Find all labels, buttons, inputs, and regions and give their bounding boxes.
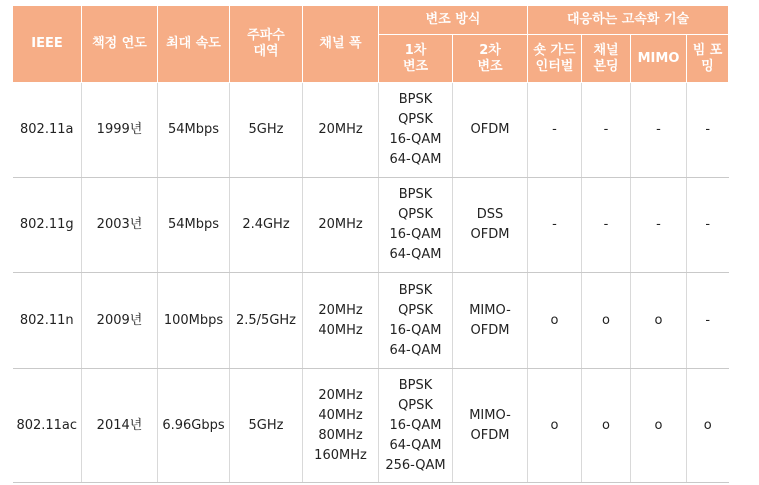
cell-mimo: - bbox=[631, 178, 687, 273]
cell-mod-primary bbox=[379, 273, 453, 369]
table-row bbox=[13, 83, 729, 178]
mod-line: BPSK bbox=[398, 92, 433, 107]
cell-mod-primary bbox=[379, 369, 453, 483]
header-bonding-line: 채널 bbox=[593, 42, 619, 58]
mod2-line: MIMO- bbox=[469, 407, 511, 423]
cell-guard: - bbox=[528, 83, 582, 178]
header-channel-width: 채널 폭 bbox=[303, 6, 379, 83]
mod-line: 16-QAM bbox=[389, 322, 442, 338]
cell-channel-width bbox=[303, 83, 379, 178]
mod-line: QPSK bbox=[398, 112, 433, 127]
mod2-line: DSS bbox=[476, 207, 504, 222]
mod-line: 64-QAM bbox=[389, 152, 442, 167]
header-year: 책정 연도 bbox=[82, 6, 158, 83]
cell-year: 1999년 bbox=[82, 83, 158, 178]
mod-line: BPSK bbox=[398, 282, 433, 298]
cell-mimo: o bbox=[631, 369, 687, 483]
cell-year: 2003년 bbox=[82, 178, 158, 273]
header-mimo: MIMO bbox=[631, 35, 687, 83]
cell-year: 2009년 bbox=[82, 273, 158, 369]
mod2-line: OFDM bbox=[470, 427, 510, 443]
mod-line: 64-QAM bbox=[389, 247, 442, 262]
cell-mod-secondary bbox=[453, 369, 528, 483]
header-row-top bbox=[13, 6, 729, 35]
width-line: 40MHz bbox=[318, 322, 363, 338]
header-band-line: 대역 bbox=[253, 44, 279, 59]
cell-ieee: 802.11n bbox=[13, 273, 82, 369]
cell-guard: o bbox=[528, 273, 582, 369]
header-guard-interval bbox=[528, 35, 582, 83]
width-line: 40MHz bbox=[318, 407, 363, 423]
mod-line: BPSK bbox=[398, 377, 433, 393]
cell-mod-secondary bbox=[453, 83, 528, 178]
cell-channel-width bbox=[303, 178, 379, 273]
cell-band: 5GHz bbox=[230, 83, 303, 178]
mod2-line: OFDM bbox=[470, 122, 510, 137]
cell-year: 2014년 bbox=[82, 369, 158, 483]
cell-speed: 100Mbps bbox=[158, 273, 230, 369]
cell-beam: - bbox=[687, 83, 729, 178]
mod2-line: OFDM bbox=[470, 227, 510, 242]
header-channel-bonding bbox=[582, 35, 631, 83]
header-ieee: IEEE bbox=[13, 6, 82, 83]
header-beamforming bbox=[687, 35, 729, 83]
mod2-line: OFDM bbox=[470, 322, 510, 338]
cell-guard: o bbox=[528, 369, 582, 483]
cell-beam: - bbox=[687, 273, 729, 369]
cell-band: 2.4GHz bbox=[230, 178, 303, 273]
header-mod-secondary-line: 2차 bbox=[479, 42, 501, 58]
cell-mimo: o bbox=[631, 273, 687, 369]
header-beam-line: 빔 포 bbox=[692, 42, 723, 58]
cell-guard: - bbox=[528, 178, 582, 273]
cell-bonding: o bbox=[582, 369, 631, 483]
mod-line: 64-QAM bbox=[389, 437, 442, 453]
cell-channel-width bbox=[303, 369, 379, 483]
header-band-line: 주파수 bbox=[247, 28, 285, 43]
header-mod-primary-line: 변조 bbox=[402, 58, 429, 74]
mod-line: 16-QAM bbox=[389, 132, 442, 147]
width-line: 20MHz bbox=[318, 122, 363, 137]
cell-mod-primary bbox=[379, 83, 453, 178]
cell-ieee: 802.11a bbox=[13, 83, 82, 178]
mod2-line: MIMO- bbox=[469, 302, 511, 318]
mod-line: 64-QAM bbox=[389, 342, 442, 358]
header-speed-tech: 대응하는 고속화 기술 bbox=[528, 6, 729, 35]
cell-speed: 6.96Gbps bbox=[158, 369, 230, 483]
cell-speed: 54Mbps bbox=[158, 178, 230, 273]
mod-line: 256-QAM bbox=[385, 457, 446, 473]
width-line: 20MHz bbox=[318, 217, 363, 232]
cell-mod-secondary bbox=[453, 178, 528, 273]
cell-channel-width bbox=[303, 273, 379, 369]
width-line: 160MHz bbox=[314, 447, 367, 463]
header-guard-line: 인터벌 bbox=[535, 58, 574, 74]
cell-band: 5GHz bbox=[230, 369, 303, 483]
cell-mimo: - bbox=[631, 83, 687, 178]
cell-bonding: - bbox=[582, 83, 631, 178]
header-max-speed: 최대 속도 bbox=[158, 6, 230, 83]
cell-bonding: - bbox=[582, 178, 631, 273]
width-line: 20MHz bbox=[318, 387, 363, 403]
mod-line: BPSK bbox=[398, 187, 433, 202]
header-modulation: 변조 방식 bbox=[379, 6, 528, 35]
header-mod-primary-line: 1차 bbox=[404, 42, 427, 58]
cell-bonding: o bbox=[582, 273, 631, 369]
cell-band: 2.5/5GHz bbox=[230, 273, 303, 369]
cell-beam: o bbox=[687, 369, 729, 483]
header-guard-line: 숏 가드 bbox=[533, 42, 576, 58]
width-line: 20MHz bbox=[318, 302, 363, 318]
header-bonding-line: 본딩 bbox=[593, 58, 619, 74]
table-row bbox=[13, 178, 729, 273]
header-band bbox=[230, 6, 303, 83]
cell-ieee: 802.11ac bbox=[13, 369, 82, 483]
mod-line: 16-QAM bbox=[389, 227, 442, 242]
cell-mod-primary bbox=[379, 178, 453, 273]
table-row bbox=[13, 273, 729, 369]
wifi-standards-table bbox=[12, 5, 729, 483]
mod-line: QPSK bbox=[398, 207, 433, 222]
header-mod-secondary-line: 변조 bbox=[477, 58, 503, 74]
header-mod-secondary bbox=[453, 35, 528, 83]
cell-beam: - bbox=[687, 178, 729, 273]
cell-mod-secondary bbox=[453, 273, 528, 369]
table-row bbox=[13, 369, 729, 483]
header-beam-line: 밍 bbox=[701, 58, 714, 74]
mod-line: 16-QAM bbox=[389, 417, 442, 433]
width-line: 80MHz bbox=[318, 427, 363, 443]
cell-speed: 54Mbps bbox=[158, 83, 230, 178]
mod-line: QPSK bbox=[398, 302, 433, 318]
cell-ieee: 802.11g bbox=[13, 178, 82, 273]
header-mod-primary bbox=[379, 35, 453, 83]
mod-line: QPSK bbox=[398, 397, 433, 413]
